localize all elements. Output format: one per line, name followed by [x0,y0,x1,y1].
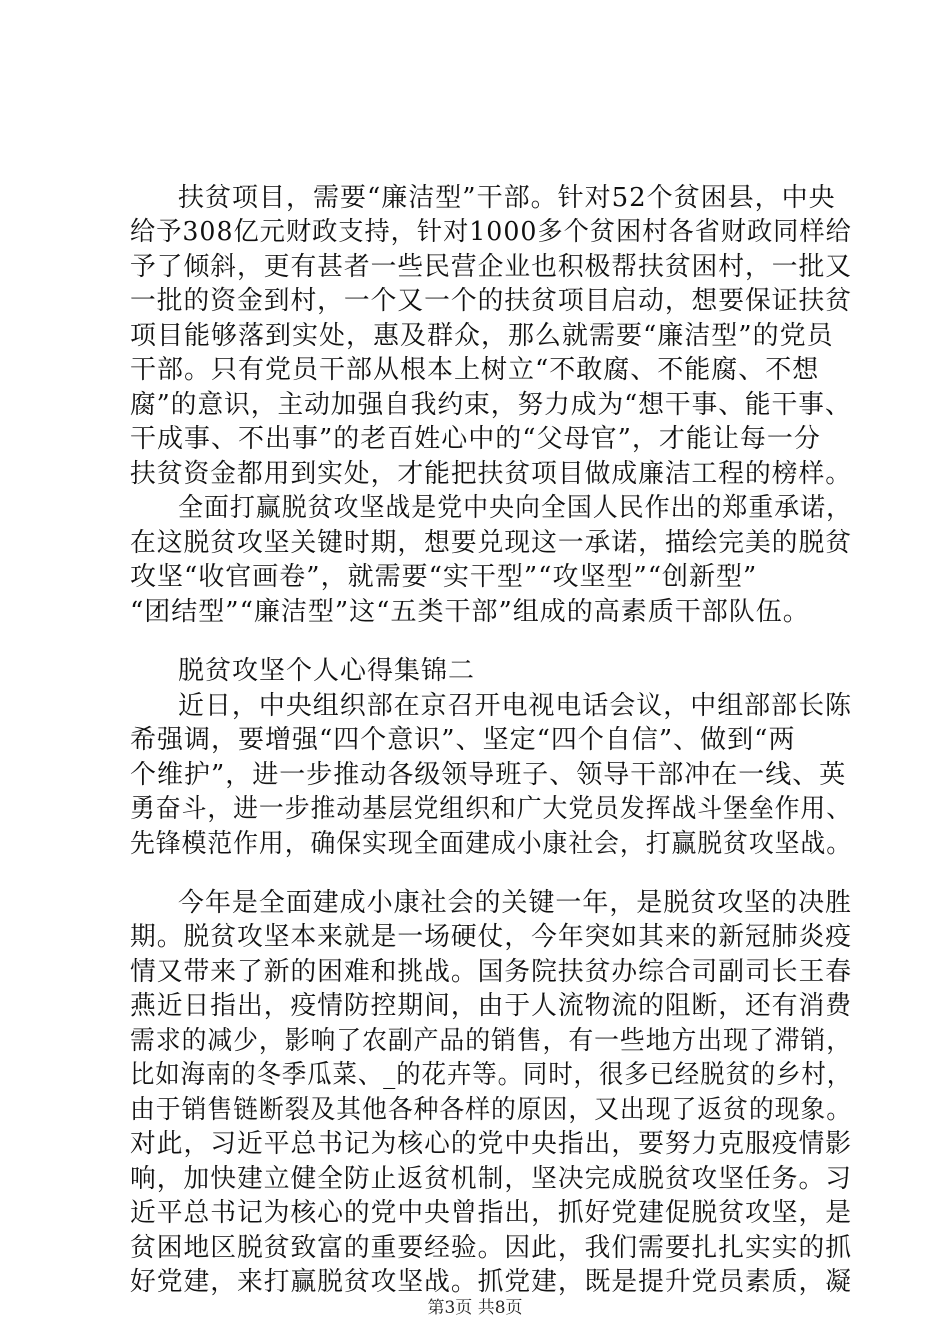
text-line: 腐”的意识，主动加强自我约束，努力成为“想干事、能干事、 [130,390,852,420]
text-line: 扶贫项目，需要“廉洁型”干部。针对52个贫困县，中央 [178,183,836,213]
text-line: 需求的减少，影响了农副产品的销售，有一些地方出现了滞销， [130,1026,852,1056]
text-line: 好党建，来打赢脱贫攻坚战。抓党建，既是提升党员素质，凝 [130,1267,853,1297]
text-line: 先锋模范作用，确保实现全面建成小康社会，打赢脱贫攻坚战。 [130,829,852,859]
text-line: 扶贫资金都用到实处，才能把扶贫项目做成廉洁工程的榜样。 [130,459,853,489]
text-line: 项目能够落到实处，惠及群众，那么就需要“廉洁型”的党员 [130,321,834,351]
section-heading: 脱贫攻坚个人心得集锦二 [178,656,476,686]
text-line: 比如海南的冬季瓜菜、_的花卉等。同时，很多已经脱贫的乡村， [130,1060,853,1090]
text-line: 近日，中央组织部在京召开电视电话会议，中组部部长陈 [178,691,853,721]
text-line: 由于销售链断裂及其他各种各样的原因，又出现了返贫的现象。 [130,1095,852,1125]
text-line: 对此，习近平总书记为核心的党中央指出，要努力克服疫情影 [130,1129,853,1159]
text-line: 个维护”，进一步推动各级领导班子、领导干部冲在一线、英 [130,760,847,790]
text-line: 近平总书记为核心的党中央曾指出，抓好党建促脱贫攻坚，是 [130,1198,853,1228]
text-line: 全面打赢脱贫攻坚战是党中央向全国人民作出的郑重承诺， [178,493,853,523]
text-line: 今年是全面建成小康社会的关键一年，是脱贫攻坚的决胜 [178,888,853,918]
text-line: 一批的资金到村，一个又一个的扶贫项目启动，想要保证扶贫 [130,286,853,316]
text-line: 予了倾斜，更有甚者一些民营企业也积极帮扶贫困村，一批又 [130,252,853,282]
text-line: 勇奋斗，进一步推动基层党组织和广大党员发挥战斗堡垒作用、 [130,794,852,824]
text-line: 燕近日指出，疫情防控期间，由于人流物流的阻断，还有消费 [130,991,853,1021]
text-line: 希强调，要增强“四个意识”、坚定“四个自信”、做到“两 [130,725,796,755]
text-line: 期。脱贫攻坚本来就是一场硬仗，今年突如其来的新冠肺炎疫 [130,922,853,952]
text-line: 响，加快建立健全防止返贫机制，坚决完成脱贫攻坚任务。习 [130,1164,853,1194]
text-line: 贫困地区脱贫致富的重要经验。因此，我们需要扎扎实实的抓 [130,1233,853,1263]
text-line: 干部。只有党员干部从根本上树立“不敢腐、不能腐、不想 [130,355,820,385]
text-line: 在这脱贫攻坚关键时期，想要兑现这一承诺，描绘完美的脱贫 [130,528,853,558]
page-footer: 第3页 共8页 [427,1298,523,1318]
text-line: 干成事、不出事”的老百姓心中的“父母官”，才能让每一分 [130,424,821,454]
text-line: “团结型”“廉洁型”这“五类干部”组成的高素质干部队伍。 [130,597,810,627]
text-line: 攻坚“收官画卷”，就需要“实干型”“攻坚型”“创新型” [130,562,758,592]
text-line: 情又带来了新的困难和挑战。国务院扶贫办综合司副司长王春 [130,957,853,987]
text-line: 给予308亿元财政支持，针对1000多个贫困村各省财政同样给 [130,217,852,247]
